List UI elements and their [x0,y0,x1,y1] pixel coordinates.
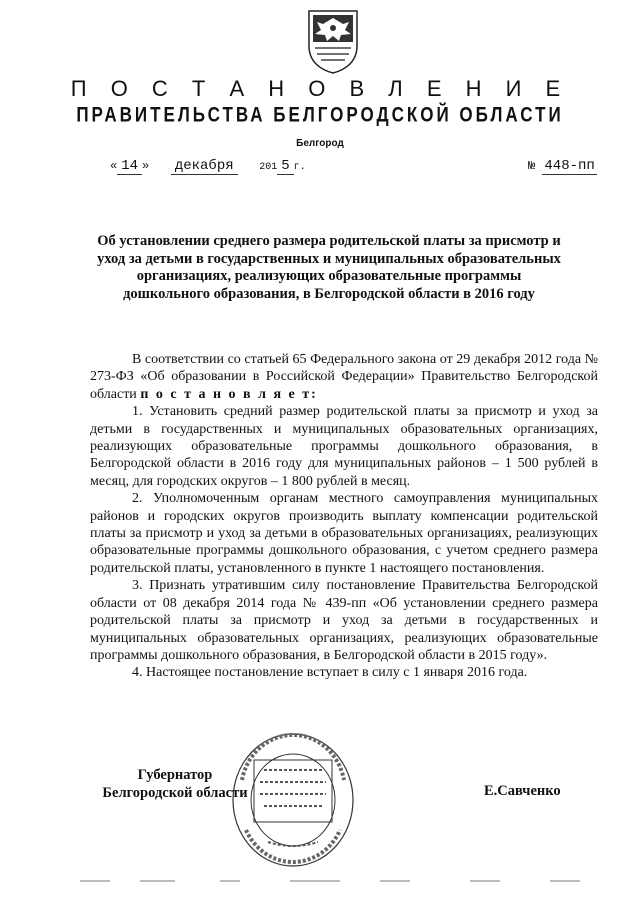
item-paragraph: 1. Установить средний размер родительской платы за присмотр и уход за детьми в государственных и муниципальных образовательных организациях, реализующих образовательные программы дошкольного образования, в Белгородской области в 2016 году для муниципальных районов – 1 500 рублей в месяц, для городских округов – 1 800 рублей в месяц. [90,404,598,489]
date-month: декабря [171,158,238,175]
item-paragraph: 2. Уполномоченным органам местного самоуправления муниципальных районов и городских округов производить выплату компенсации родительской платы за присмотр и уход за детьми в образовательных организациях, реализующих образовательные программы дошкольного образования, с учетом среднего размера родительской платы, установленного в пункте 1 настоящего постановления. [90,491,598,576]
document-body [90,351,598,682]
item-paragraph: 3. Признать утратившим силу постановление Правительства Белгородской области от 08 декабря 2014 года № 439-пп «Об установлении среднего размера родительской платы за присмотр и уход за детьми в государственных и муниципальных образовательных организациях, реализующих образовательные программы дошкольного образования, в Белгородской области в 2015 году». [90,578,598,663]
signatory-name: Е.Савченко [484,783,561,799]
preamble-paragraph: В соответствии со статьей 65 Федерального закона от 29 декабря 2012 года № 273-ФЗ «Об образовании в Российской Федерации» Правительство Белгородской области п о с т а н о в л я е т: [90,352,598,402]
item-paragraph: 4. Настоящее постановление вступает в силу с 1 января 2016 года. [132,665,528,681]
date-day: 14 [117,158,142,175]
signatory-position: Губернатор Белгородской области [102,767,248,801]
document-city: Белгород [296,138,344,149]
coat-of-arms-emblem [305,8,361,74]
document-issuer: ПРАВИТЕЛЬСТВА БЕЛГОРОДСКОЙ ОБЛАСТИ [76,102,564,127]
document-title: П О С Т А Н О В Л Е Н И Е [70,76,570,101]
document-subject: Об установлении среднего размера родительской платы за присмотр и уход за детьми в государственных и муниципальных образовательных организациях, реализующих образовательные программы дошкольного образования, в Белгородской области в 2016 году [97,233,561,302]
official-stamp [228,730,358,870]
date-year-digit: 5 [277,158,293,175]
document-date: « 14 » декабря 201 5 г. [110,158,306,174]
document-number: № 448-пп [528,158,595,174]
scan-artifact-line [80,878,580,884]
